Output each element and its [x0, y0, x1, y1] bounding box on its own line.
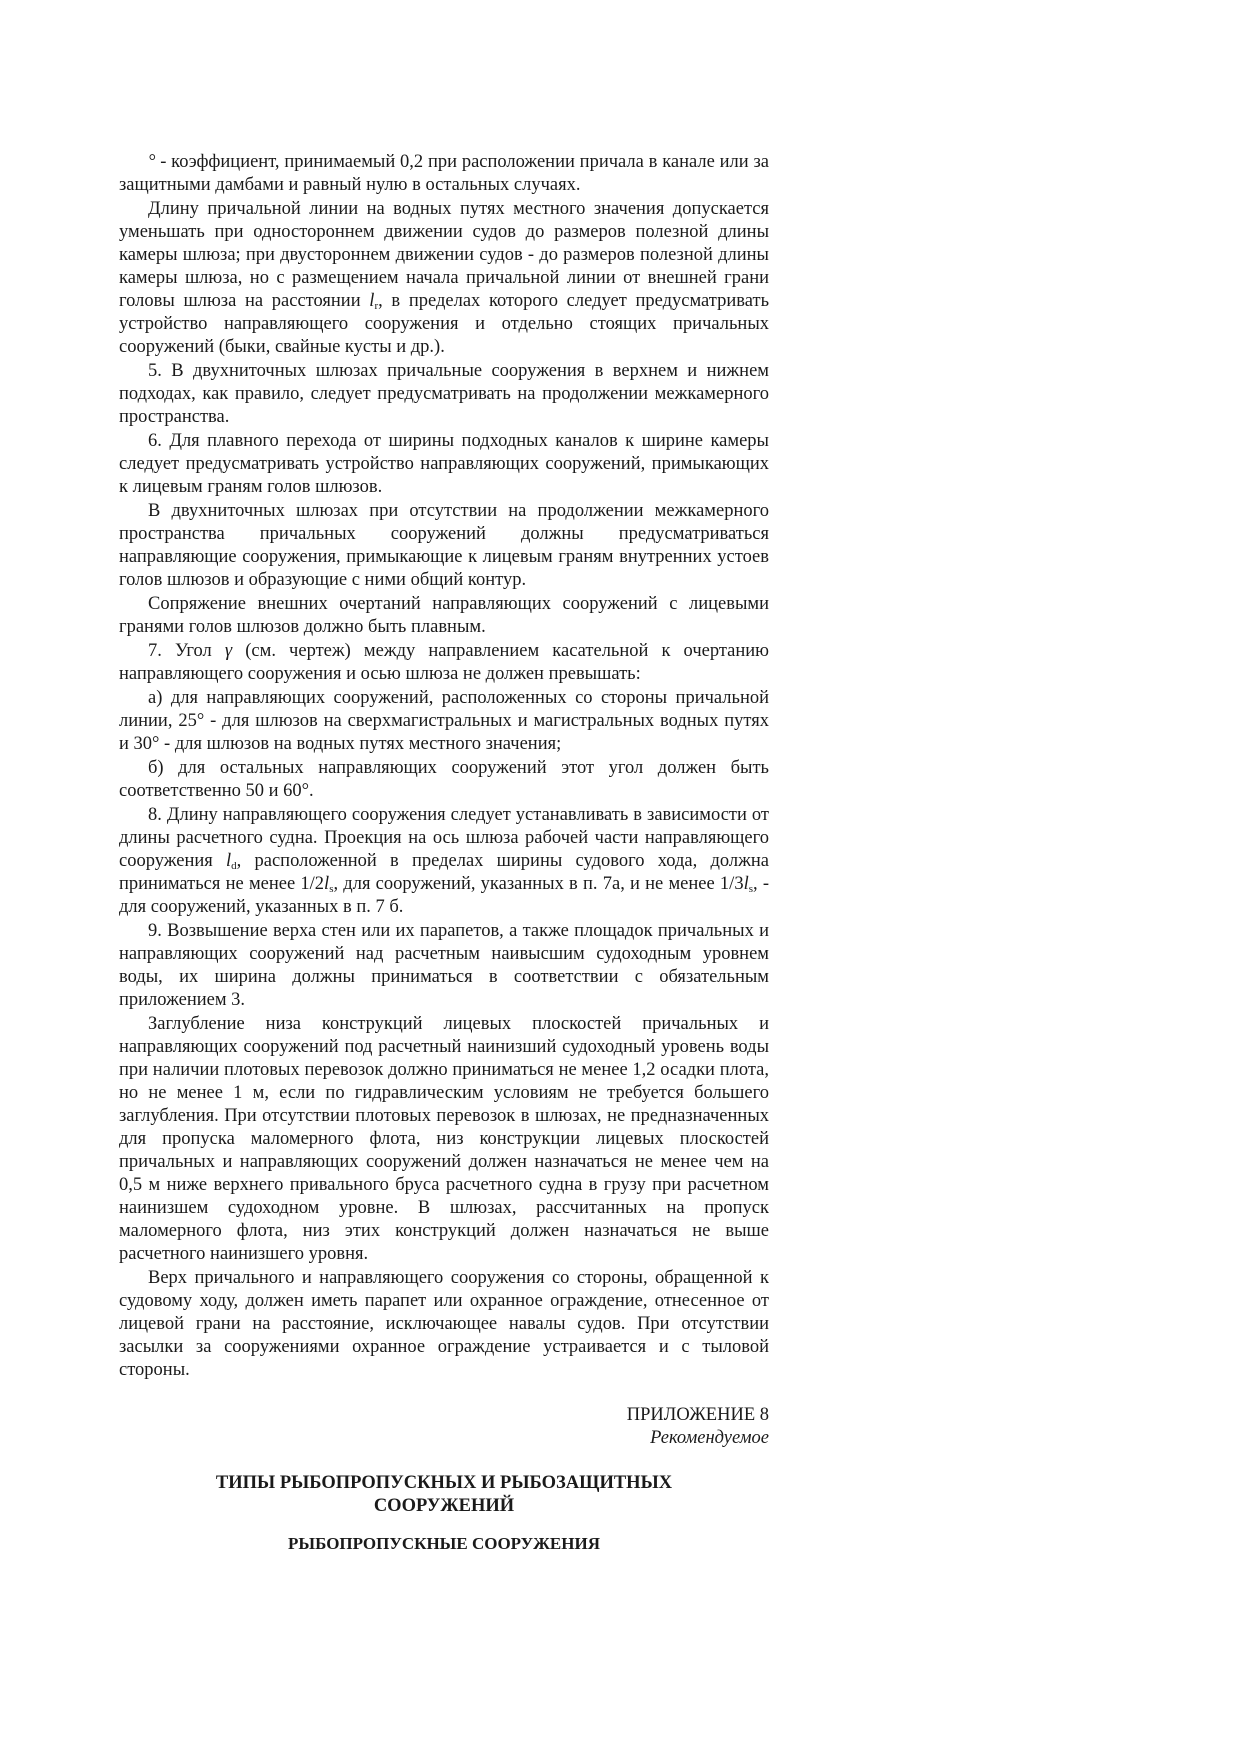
appendix-kind: Рекомендуемое	[650, 1428, 769, 1448]
subsection-title: РЫБОПРОПУСКНЫЕ СООРУЖЕНИЯ	[288, 1534, 600, 1553]
paragraph-text: Длину причальной линии на водных путях местного значения допускается уменьшать при одностороннем движении судов до размеров полезной длины камеры шлюза; при двустороннем движении судов - до размеров полезной длины камеры шлюза, но с размещением начала причальной линии от внешней грани головы шлюза на расстоянии	[119, 199, 769, 311]
document-page	[119, 151, 769, 1555]
symbol-l: l	[743, 874, 749, 894]
paragraph-text: (см. чертеж) между направлением касательной к очертанию направляющего сооружения и осью шлюза не должен превышать:	[119, 641, 769, 684]
paragraph-berth-line-length	[119, 198, 769, 359]
appendix-label: ПРИЛОЖЕНИЕ 8	[626, 1405, 769, 1425]
symbol-l: l	[226, 851, 232, 871]
paragraph-item-8	[119, 804, 769, 919]
paragraph-text: , - для сооружений, указанных в п. 7 б.	[119, 874, 769, 917]
paragraph-coefficient	[119, 151, 769, 197]
paragraph-parapet: Верх причального и направляющего сооружения со стороны, обращенной к судовому ходу, должен иметь парапет или охранное ограждение, отнесенное от лицевой грани на расстояние, исключающее навалы судов. При отсутствии засылки за сооружениями охранное ограждение устраивается и с тыловой стороны.	[119, 1268, 769, 1380]
symbol-l: l	[369, 291, 375, 311]
paragraph-text: 7. Угол	[148, 641, 225, 661]
paragraph-text: 8. Длину направляющего сооружения следует устанавливать в зависимости от длины расчетного судна. Проекция на ось шлюза рабочей части направляющего сооружения	[119, 805, 769, 871]
subscript: r	[374, 300, 379, 312]
paragraph-two-thread-locks: В двухниточных шлюзах при отсутствии на продолжении межкамерного пространства причальных сооружений должны предусматриваться направляющие сооружения, примыкающие к лицевым граням внутренних устоев голов шлюзов и образующие с ними общий контур.	[119, 501, 769, 590]
paragraph-outline-joint: Сопряжение внешних очертаний направляющих сооружений с лицевыми гранями голов шлюзов должно быть плавным.	[119, 594, 769, 637]
paragraph-item-9: 9. Возвышение верха стен или их парапетов, а также площадок причальных и направляющих сооружений над расчетным наивысшим судоходным уровнем воды, их ширина должны приниматься в соответствии с обязательным приложением 3.	[119, 921, 769, 1010]
paragraph-text: , для сооружений, указанных в п. 7а, и не менее 1/3	[333, 874, 744, 894]
appendix-heading	[119, 1404, 769, 1450]
symbol-l: l	[324, 874, 330, 894]
coefficient-symbol: °	[148, 152, 156, 172]
subscript: s	[329, 883, 334, 895]
paragraph-text: , в пределах которого следует предусматривать устройство направляющего сооружения и отдельно стоящих причальных сооружений (быки, свайные кусты и др.).	[119, 291, 769, 357]
subscript: d	[231, 860, 237, 872]
paragraph-item-6: 6. Для плавного перехода от ширины подходных каналов к ширине камеры следует предусматривать устройство направляющих сооружений, примыкающих к лицевым граням голов шлюзов.	[119, 431, 769, 497]
symbol-gamma: γ	[224, 641, 233, 661]
paragraph-text: , расположенной в пределах ширины судового хода, должна приниматься не менее 1/2	[119, 851, 769, 894]
paragraph-item-5: 5. В двухниточных шлюзах причальные сооружения в верхнем и нижнем подходах, как правило, следует предусматривать на продолжении межкамерного пространства.	[119, 361, 769, 427]
section-title: ТИПЫ РЫБОПРОПУСКНЫХ И РЫБОЗАЩИТНЫХ СООРУЖЕНИЙ	[215, 1473, 673, 1516]
subscript: s	[748, 883, 753, 895]
paragraph-item-7a: а) для направляющих сооружений, расположенных со стороны причальной линии, 25° - для шлюзов на сверхмагистральных и магистральных водных путях и 30° - для шлюзов на водных путях местного значения;	[119, 688, 769, 754]
paragraph-text: - коэффициент, принимаемый 0,2 при расположении причала в канале или за защитными дамбами и равный нулю в остальных случаях.	[119, 152, 769, 195]
paragraph-item-7b: б) для остальных направляющих сооружений этот угол должен быть соответственно 50 и 60°.	[119, 758, 769, 801]
paragraph-depth: Заглубление низа конструкций лицевых плоскостей причальных и направляющих сооружений под расчетный наинизший судоходный уровень воды при наличии плотовых перевозок должно приниматься не менее 1,2 осадки плота, но не менее 1 м, если по гидравлическим условиям не требуется большего заглубления. При отсутствии плотовых перевозок в шлюзах, не предназначенных для пропуска маломерного флота, низ конструкции лицевых плоскостей причальных и направляющих сооружений должен назначаться не менее чем на 0,5 м ниже верхнего привального бруса расчетного судна в грузу при расчетном наинизшем судоходном уровне. В шлюзах, рассчитанных на пропуск маломерного флота, низ этих конструкций должен назначаться не выше расчетного наинизшего уровня.	[119, 1014, 769, 1264]
paragraph-item-7	[119, 640, 769, 686]
